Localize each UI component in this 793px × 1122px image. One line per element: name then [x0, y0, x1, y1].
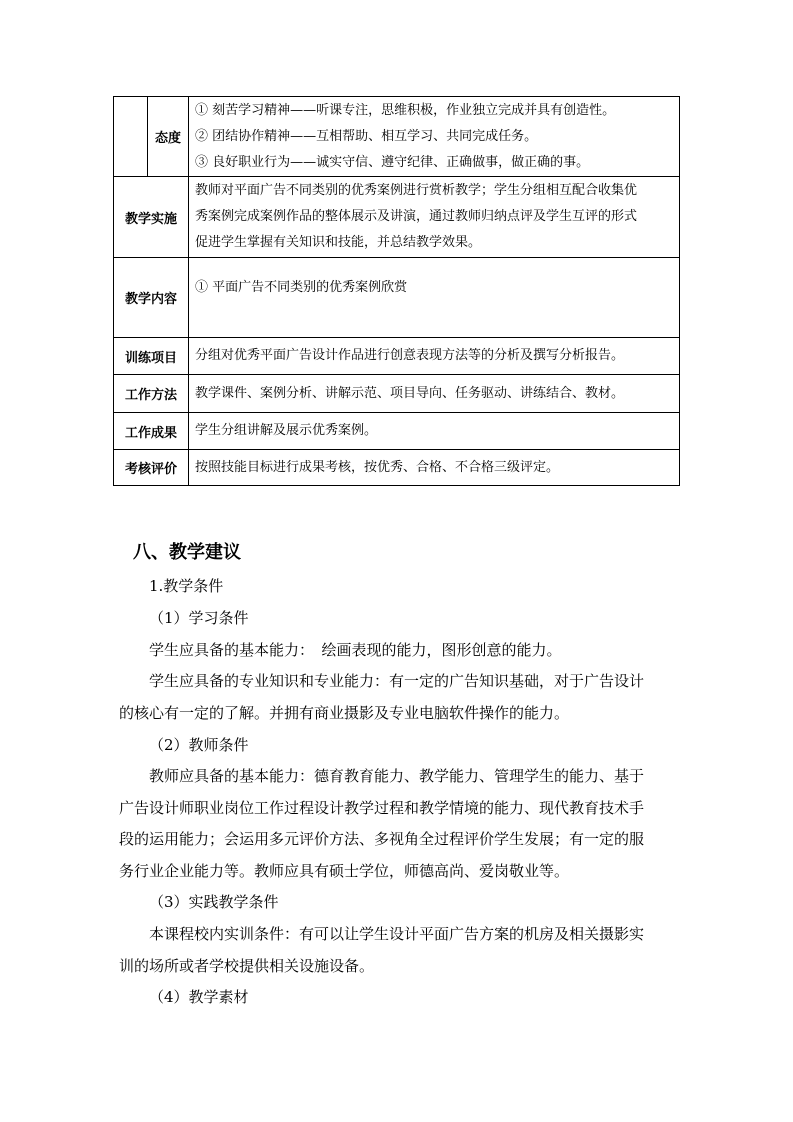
training-label: 训练项目 — [114, 338, 189, 375]
section-heading: 八、教学建议 — [133, 542, 241, 563]
paragraph-line: 本课程校内实训条件：有可以让学生设计平面广告方案的机房及相关摄影实 — [149, 925, 645, 943]
results-label: 工作成果 — [114, 413, 189, 450]
paragraph-line: 段的运用能力；会运用多元评价方法、多视角全过程评价学生发展；有一定的服 — [119, 830, 645, 848]
paragraph-line: （1）学习条件 — [149, 609, 249, 627]
assessment-text: 按照技能目标进行成果考核，按优秀、合格、不合格三级评定。 — [189, 450, 680, 486]
attitude-content — [189, 97, 680, 177]
paragraph-line: 1.教学条件 — [149, 577, 224, 595]
paragraph-line: 的核心有一定的了解。并拥有商业摄影及专业电脑软件操作的能力。 — [119, 704, 570, 722]
implementation-label: 教学实施 — [114, 177, 189, 258]
table-row — [114, 177, 680, 258]
implementation-line: 秀案例完成案例作品的整体展示及讲演，通过教师归纳点评及学生互评的形式 — [195, 209, 638, 224]
paragraph-line: 教师应具备的基本能力：德育教育能力、教学能力、管理学生的能力、基于 — [149, 767, 645, 785]
content-text: ① 平面广告不同类别的优秀案例欣赏 — [189, 258, 680, 338]
training-text: 分组对优秀平面广告设计作品进行创意表现方法等的分析及撰写分析报告。 — [189, 338, 680, 375]
implementation-line: 教师对平面广告不同类别的优秀案例进行赏析教学；学生分组相互配合收集优 — [195, 183, 638, 198]
table-row — [114, 375, 680, 413]
paragraph-line: （4）教学素材 — [149, 988, 249, 1006]
blank-cell — [114, 97, 148, 177]
paragraph-line: 训的场所或者学校提供相关设施设备。 — [119, 957, 375, 975]
methods-label: 工作方法 — [114, 375, 189, 413]
table-row — [114, 258, 680, 338]
paragraph-line: 务行业企业能力等。教师应具有硕士学位，师德高尚、爱岗敬业等。 — [119, 862, 570, 880]
paragraph-line: 学生应具备的基本能力： 绘画表现的能力，图形创意的能力。 — [149, 641, 562, 659]
methods-text: 教学课件、案例分析、讲解示范、项目导向、任务驱动、讲练结合、教材。 — [189, 375, 680, 413]
paragraph-line: （3）实践教学条件 — [149, 893, 279, 911]
paragraph-line: 学生应具备的专业知识和专业能力：有一定的广告知识基础，对于广告设计 — [149, 672, 645, 690]
attitude-item: ③ 良好职业行为——诚实守信、遵守纪律、正确做事，做正确的事。 — [195, 154, 590, 170]
course-table — [113, 96, 680, 486]
paragraph-line: （2）教师条件 — [149, 736, 249, 754]
implementation-line: 促进学生掌握有关知识和技能，并总结教学效果。 — [195, 235, 482, 250]
implementation-content — [189, 177, 680, 258]
table-row — [114, 97, 680, 177]
table-row — [114, 413, 680, 450]
attitude-item: ① 刻苦学习精神——听课专注，思维积极，作业独立完成并具有创造性。 — [195, 102, 616, 118]
content-label: 教学内容 — [114, 258, 189, 338]
attitude-item: ② 团结协作精神——互相帮助、相互学习、共同完成任务。 — [195, 128, 538, 144]
assessment-label: 考核评价 — [114, 450, 189, 486]
table-row — [114, 450, 680, 486]
attitude-label: 态度 — [148, 97, 189, 177]
results-text: 学生分组讲解及展示优秀案例。 — [189, 413, 680, 450]
paragraph-line: 广告设计师职业岗位工作过程设计教学过程和教学情境的能力、现代教育技术手 — [119, 799, 645, 817]
table-row — [114, 338, 680, 375]
